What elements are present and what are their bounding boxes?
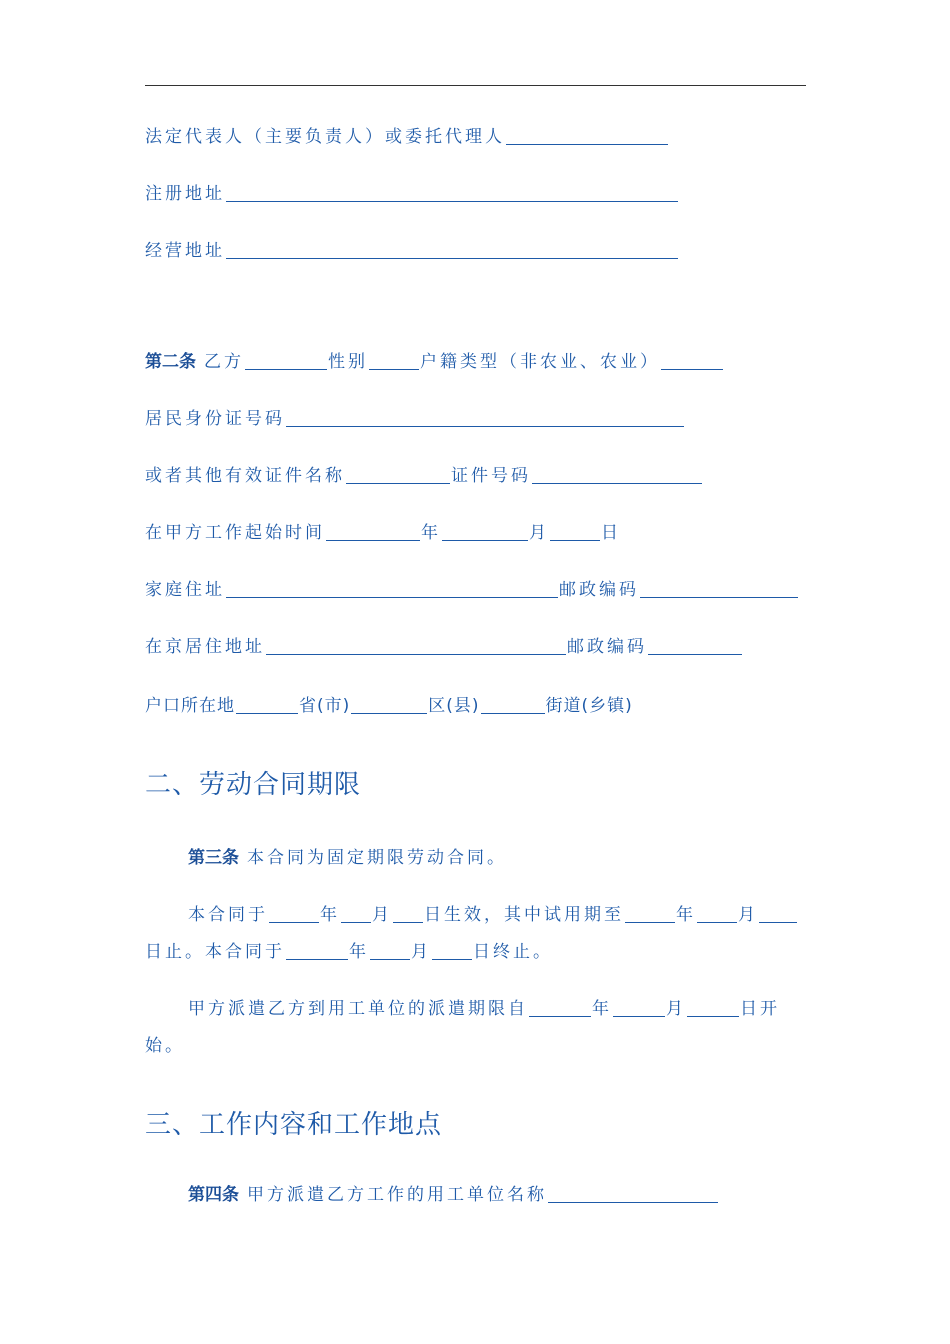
trial-year-label: 年 (676, 905, 696, 925)
province-label: 省(市) (299, 696, 351, 716)
art3-p2-line1 (188, 904, 798, 928)
hukou-loc-line (145, 695, 633, 719)
bj-addr-label: 在京居住地址 (145, 637, 265, 657)
province-blank[interactable] (236, 695, 298, 714)
postcode-label: 邮政编码 (559, 580, 639, 600)
party-b-label: 乙方 (204, 352, 244, 372)
end-day-blank[interactable] (432, 941, 472, 960)
p2-year-label: 年 (320, 905, 340, 925)
p3-start-label: 甲方派遣乙方到用工单位的派遣期限自 (188, 999, 528, 1019)
bj-postcode-label: 邮政编码 (567, 637, 647, 657)
year-label: 年 (421, 523, 441, 543)
employer-name-blank[interactable] (548, 1184, 718, 1203)
id-line (145, 408, 685, 432)
id-label: 居民身份证号码 (145, 409, 285, 429)
rep-label: 法定代表人（主要负责人）或委托代理人 (145, 127, 505, 147)
p3-line2-label: 始。 (145, 1036, 185, 1056)
start-time-line (145, 522, 621, 546)
end-month-label: 月 (411, 942, 431, 962)
bj-addr-blank[interactable] (266, 636, 566, 655)
header-rule (145, 85, 806, 86)
cert-no-blank[interactable] (532, 465, 702, 484)
home-postcode-blank[interactable] (640, 579, 798, 598)
art2-title: 第二条 (145, 352, 196, 372)
end-year-blank[interactable] (286, 941, 348, 960)
reg-addr-line (145, 183, 679, 207)
street-label: 街道(乡镇) (545, 696, 633, 716)
art3-text: 本合同为固定期限劳动合同。 (247, 848, 507, 868)
bj-postcode-blank[interactable] (648, 636, 742, 655)
gender-label: 性别 (328, 352, 368, 372)
p2-end-label: 日终止。 (473, 942, 553, 962)
p2-day-blank[interactable] (393, 904, 423, 923)
other-id-blank[interactable] (346, 465, 450, 484)
trial-day-blank[interactable] (759, 904, 797, 923)
home-addr-blank[interactable] (226, 579, 558, 598)
art3-p3-line2 (145, 1035, 185, 1059)
hukou-loc-label: 户口所在地 (145, 696, 235, 716)
art3-title: 第三条 (188, 848, 239, 868)
art3-line (188, 847, 507, 871)
art4-title: 第四条 (188, 1185, 239, 1205)
start-month-blank[interactable] (442, 522, 528, 541)
bj-addr-line (145, 636, 743, 660)
p2-start-label: 本合同于 (188, 905, 268, 925)
start-day-blank[interactable] (550, 522, 600, 541)
start-year-blank[interactable] (326, 522, 420, 541)
p2-month-blank[interactable] (341, 904, 371, 923)
p2-line2-start-label: 日止。本合同于 (145, 942, 285, 962)
other-id-line (145, 465, 703, 489)
p2-effect-label: 日生效，其中试用期至 (424, 905, 624, 925)
hukou-type-label: 户籍类型（非农业、农业） (420, 352, 660, 372)
home-addr-label: 家庭住址 (145, 580, 225, 600)
party-b-blank[interactable] (245, 351, 327, 370)
district-blank[interactable] (351, 695, 427, 714)
art3-p2-line2 (145, 941, 553, 965)
trial-month-blank[interactable] (697, 904, 737, 923)
p3-begin-label: 日开 (740, 999, 780, 1019)
rep-line (145, 126, 669, 150)
rep-blank[interactable] (506, 126, 668, 145)
trial-year-blank[interactable] (625, 904, 675, 923)
end-year-label: 年 (349, 942, 369, 962)
dispatch-year-blank[interactable] (529, 998, 591, 1017)
month-label: 月 (529, 523, 549, 543)
hukou-type-blank[interactable] (661, 351, 723, 370)
biz-addr-line (145, 240, 679, 264)
dispatch-year-label: 年 (592, 999, 612, 1019)
section-heading-term: 二、劳动合同期限 (145, 770, 362, 800)
start-time-label: 在甲方工作起始时间 (145, 523, 325, 543)
reg-addr-label: 注册地址 (145, 184, 225, 204)
cert-no-label: 证件号码 (451, 466, 531, 486)
dispatch-day-blank[interactable] (687, 998, 739, 1017)
gender-blank[interactable] (369, 351, 419, 370)
art2-line1 (145, 351, 724, 375)
day-label: 日 (601, 523, 621, 543)
p2-month-label: 月 (372, 905, 392, 925)
p2-year-blank[interactable] (269, 904, 319, 923)
home-addr-line (145, 579, 799, 603)
id-blank[interactable] (286, 408, 684, 427)
art4-text: 甲方派遣乙方工作的用工单位名称 (247, 1185, 547, 1205)
dispatch-month-label: 月 (666, 999, 686, 1019)
section-heading-work: 三、工作内容和工作地点 (145, 1110, 443, 1140)
dispatch-month-blank[interactable] (613, 998, 665, 1017)
reg-addr-blank[interactable] (226, 183, 678, 202)
biz-addr-label: 经营地址 (145, 241, 225, 261)
district-label: 区(县) (428, 696, 480, 716)
art4-line (188, 1184, 719, 1208)
street-blank[interactable] (481, 695, 545, 714)
other-id-label: 或者其他有效证件名称 (145, 466, 345, 486)
biz-addr-blank[interactable] (226, 240, 678, 259)
art3-p3-line1 (188, 998, 780, 1022)
trial-month-label: 月 (738, 905, 758, 925)
end-month-blank[interactable] (370, 941, 410, 960)
